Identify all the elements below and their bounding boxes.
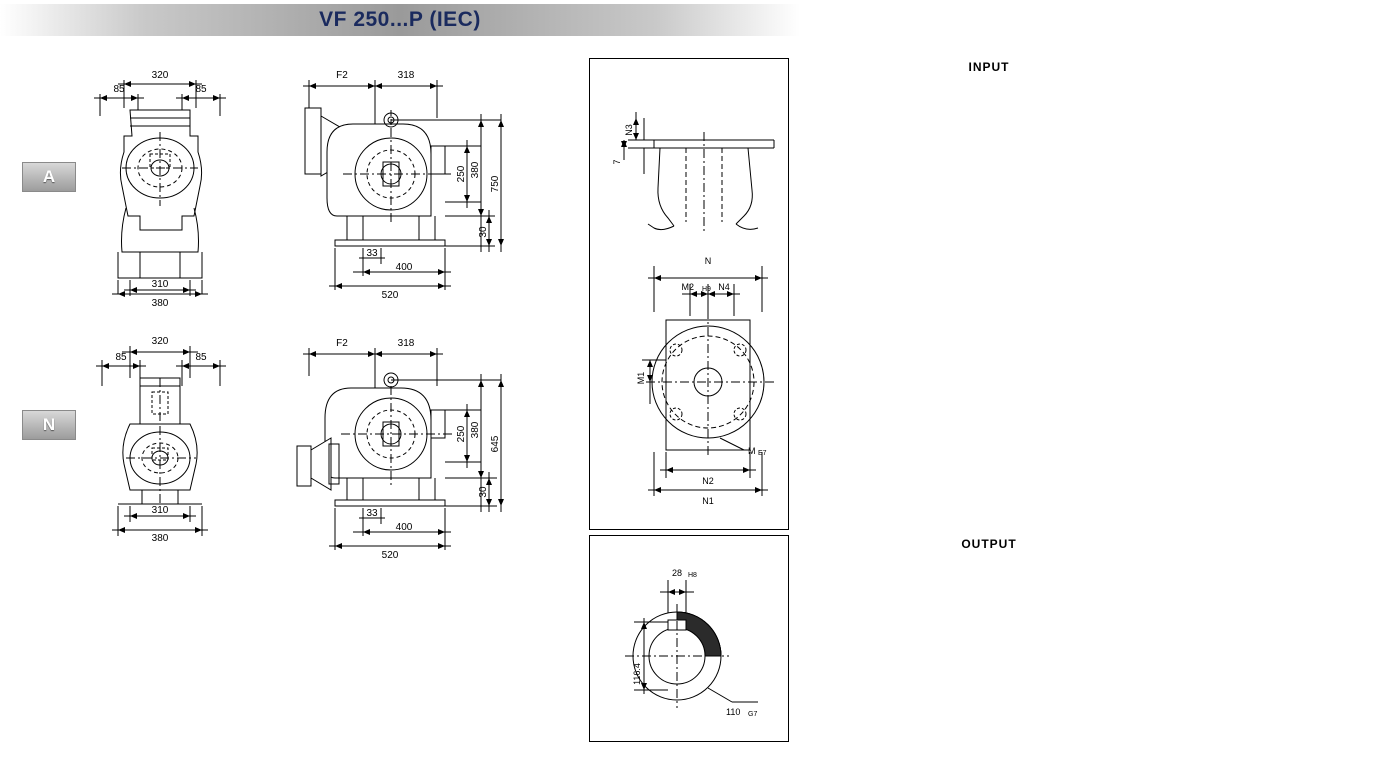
dim-a-side-250: 250 — [456, 165, 467, 183]
dim-input-m-tol: E7 — [758, 450, 767, 457]
view-n-side — [285, 330, 515, 560]
dim-n-side-250: 250 — [456, 425, 467, 443]
dim-input-m2-tol: H9 — [702, 286, 711, 293]
dim-n-side-318: 318 — [397, 338, 415, 349]
input-face-view — [598, 250, 782, 520]
dim-n-front-380: 380 — [151, 533, 169, 544]
output-panel-title: OUTPUT — [961, 537, 1017, 551]
dim-output-key-tol: H8 — [688, 572, 697, 579]
dim-a-front-380: 380 — [151, 298, 169, 309]
input-panel-title: INPUT — [968, 60, 1010, 74]
dim-n-side-33: 33 — [366, 508, 378, 519]
dim-n-side-645: 645 — [490, 435, 501, 453]
view-a-front — [78, 58, 278, 298]
dim-a-front-left-85: 85 — [113, 84, 125, 95]
dim-input-7: 7 — [612, 159, 622, 165]
dim-n-front-right-85: 85 — [195, 352, 207, 363]
dim-output-key-width: 28 — [671, 568, 683, 578]
dim-input-n: N — [704, 256, 712, 266]
view-a-side — [285, 58, 515, 308]
dim-a-side-30: 30 — [478, 226, 489, 238]
dim-input-n1: N1 — [702, 496, 714, 506]
dim-input-m1: M1 — [636, 371, 646, 385]
dim-n-side-520: 520 — [381, 550, 399, 561]
dim-a-side-520: 520 — [381, 290, 399, 301]
variant-tag-n-label: N — [42, 415, 56, 434]
dim-output-bore-tol: G7 — [748, 711, 758, 718]
dim-output-bore: 110 — [726, 707, 741, 717]
dim-a-front-310: 310 — [151, 279, 169, 290]
dim-input-n3: N3 — [624, 124, 634, 136]
dim-input-m2: M2 — [681, 282, 694, 292]
dim-n-side-400: 400 — [395, 522, 413, 533]
dim-a-side-318: 318 — [397, 70, 415, 81]
dim-input-n4: N4 — [718, 282, 730, 292]
input-side-section — [598, 82, 782, 242]
page-title-bar — [0, 4, 800, 36]
dim-a-front-320: 320 — [151, 70, 169, 81]
dim-a-side-33: 33 — [366, 248, 378, 259]
dim-a-side-750: 750 — [490, 175, 501, 193]
variant-tag-a — [22, 162, 76, 192]
dim-n-front-310: 310 — [151, 505, 169, 516]
dim-a-side-400: 400 — [395, 262, 413, 273]
view-n-front — [78, 330, 278, 544]
variant-tag-a-label: A — [42, 167, 56, 186]
output-shaft-view — [598, 560, 782, 740]
dim-input-n2: N2 — [702, 476, 714, 486]
dim-a-side-f2: F2 — [336, 70, 348, 81]
dim-input-m: M — [748, 446, 756, 456]
page-title: VF 250...P (IEC) — [319, 8, 481, 31]
view-a-front-base-dim — [78, 286, 278, 310]
dim-n-side-380: 380 — [470, 421, 481, 439]
variant-tag-n — [22, 410, 76, 440]
dim-n-front-left-85: 85 — [115, 352, 127, 363]
dim-output-height: 116.4 — [632, 663, 642, 685]
dim-a-side-380: 380 — [470, 161, 481, 179]
dim-n-side-f2: F2 — [336, 338, 348, 349]
dim-n-front-320: 320 — [151, 336, 169, 347]
dim-a-front-right-85: 85 — [195, 84, 207, 95]
dim-n-side-30: 30 — [478, 486, 489, 498]
